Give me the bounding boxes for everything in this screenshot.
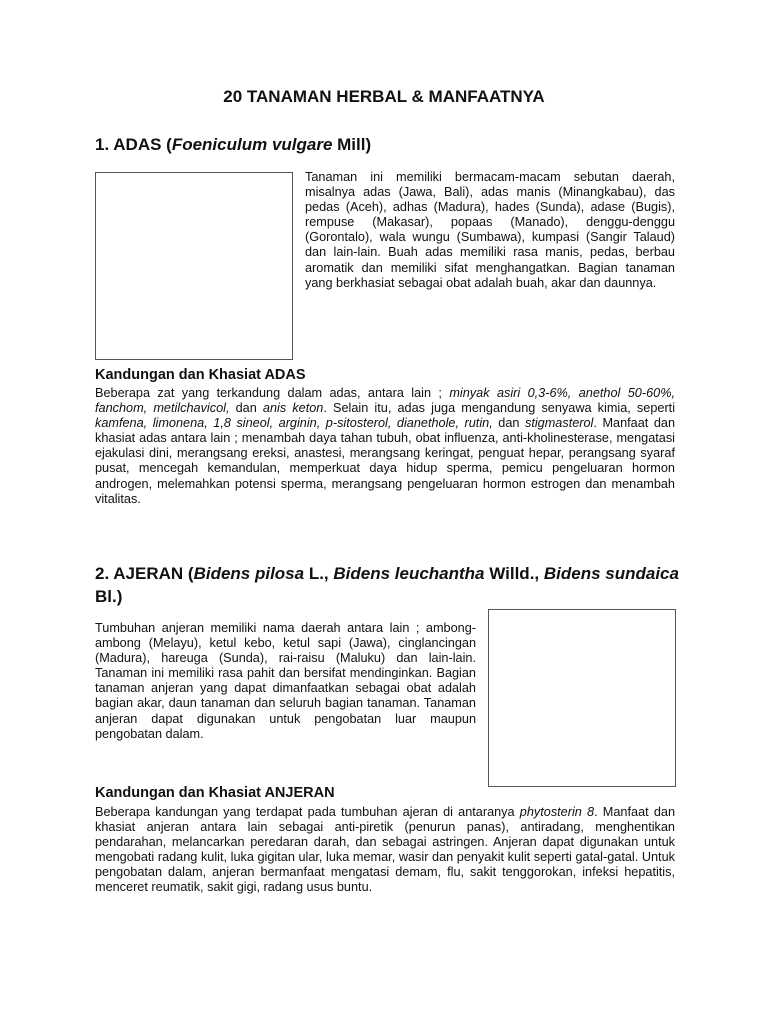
section-1-heading-suffix: Mill) <box>332 135 372 154</box>
section-1-subheading: Kandungan dan Khasiat ADAS <box>95 367 306 383</box>
s1-body-t1: Beberapa zat yang terkandung dalam adas, antara lain ; <box>95 386 450 400</box>
section-2-intro: Tumbuhan anjeran memiliki nama daerah antara lain ; ambong-ambong (Melayu), ketul kebo, ketul sapi (Jawa), cinglancingan (Madura), hareuga (Sunda), rai-raisu (Maluku) dan lain-lain. Tanaman ini memiliki rasa pahit dan bersifat mendinginkan. Bagian tanaman anjeran yang dapat dimanfaatkan sebagai obat adalah bagian akar, daun tanaman dan seluruh bagian tanaman. Tanaman anjeran dapat digunakan untuk pengobatan luar maupun pengobatan dalam. <box>95 621 476 741</box>
s2-body-t1: Beberapa kandungan yang terdapat pada tumbuhan ajeran di antaranya <box>95 805 520 819</box>
section-1-intro: Tanaman ini memiliki bermacam-macam sebutan daerah, misalnya adas (Jawa, Bali), adas manis (Minangkabau), das pedas (Aceh), adhas (Madura), hades (Sunda), adase (Bugis), rempuse (Makasar), popaas (Manado), denggu-denggu (Gorontalo), wala wungu (Sumbawa), kumpasi (Sangir Talaud) dan lain-lain. Buah adas memiliki rasa manis, pedas, berbau aromatik dan memiliki sifat menghangatkan. Bagian tanaman yang berkhasiat sebagai obat adalah buah, akar dan daunnya. <box>305 170 675 290</box>
section-2-heading-mid-2: Willd., <box>484 564 544 583</box>
section-2-heading-latin-1: Bidens pilosa <box>193 564 305 583</box>
section-2-heading-latin-2: Bidens leuchantha <box>333 564 485 583</box>
page-title: 20 TANAMAN HERBAL & MANFAATNYA <box>223 87 545 106</box>
section-2-heading-suffix: Bl.) <box>95 587 123 606</box>
s2-body-i1: phytosterin 8 <box>519 805 595 819</box>
s1-body-t3: . Selain itu, adas juga mengandung senyawa kimia, seperti <box>323 401 676 416</box>
section-2-body <box>95 805 675 896</box>
section-2-subheading: Kandungan dan Khasiat ANJERAN <box>95 785 335 801</box>
s1-body-i3: kamfena, limonena, 1,8 sineol, arginin, p-sitosterol, dianethole, rutin, <box>95 416 493 431</box>
s1-body-t5: . Manfaat dan khasiat adas antara lain ; menambah daya tahan tubuh, obat influenza, anti-kholinesterase, mengatasi ejakulasi dini, merangsang ereksi, anastesi, merangsang keringat, penguat hepar, perangsang syaraf pusat, mencegah kemandulan, memperkuat daya hidup sperma, pemicu pengeluaran hormon androgen, melemahkan potensi sperma, merangsang pengeluaran hormon estrogen dan menambah vitalitas. <box>95 416 675 506</box>
section-1-heading-prefix: 1. ADAS ( <box>95 135 172 154</box>
s1-body-t2: dan <box>229 401 263 416</box>
section-2-heading <box>95 562 680 608</box>
section-2-heading-mid-1: L., <box>304 564 334 583</box>
section-1-heading-latin: Foeniculum vulgare <box>171 135 333 154</box>
section-1-heading <box>95 133 371 156</box>
s1-body-i2: anis keton <box>262 401 324 416</box>
s1-body-t4: dan <box>492 416 525 431</box>
adas-image-placeholder <box>95 172 293 360</box>
s1-body-i4: stigmasterol <box>524 416 594 431</box>
section-2-heading-latin-3: Bidens sundaica <box>543 564 679 583</box>
s1-body-i1: minyak asiri 0,3-6%, anethol 50-60%, fanchom, metilchavicol, <box>95 386 675 416</box>
s2-body-t2: . Manfaat dan khasiat anjeran antara lain sebagai anti-piretik (penurun panas), antiradang, menghentikan pendarahan, melancarkan peredaran darah, dan sebagai astringen. Anjeran dapat digunakan untuk mengobati radang kulit, luka gigitan ular, luka memar, wasir dan penyakit kulit seperti gatal-gatal. Untuk pengobatan dalam, anjeran bermanfaat mengatasi demam, flu, sakit tenggorokan, infeksi hepatitis, menceret reumatik, sakit gigi, radang usus buntu. <box>95 805 675 895</box>
ajeran-image-placeholder <box>488 609 676 787</box>
section-2-heading-prefix: 2. AJERAN ( <box>95 564 194 583</box>
section-1-body <box>95 386 675 507</box>
